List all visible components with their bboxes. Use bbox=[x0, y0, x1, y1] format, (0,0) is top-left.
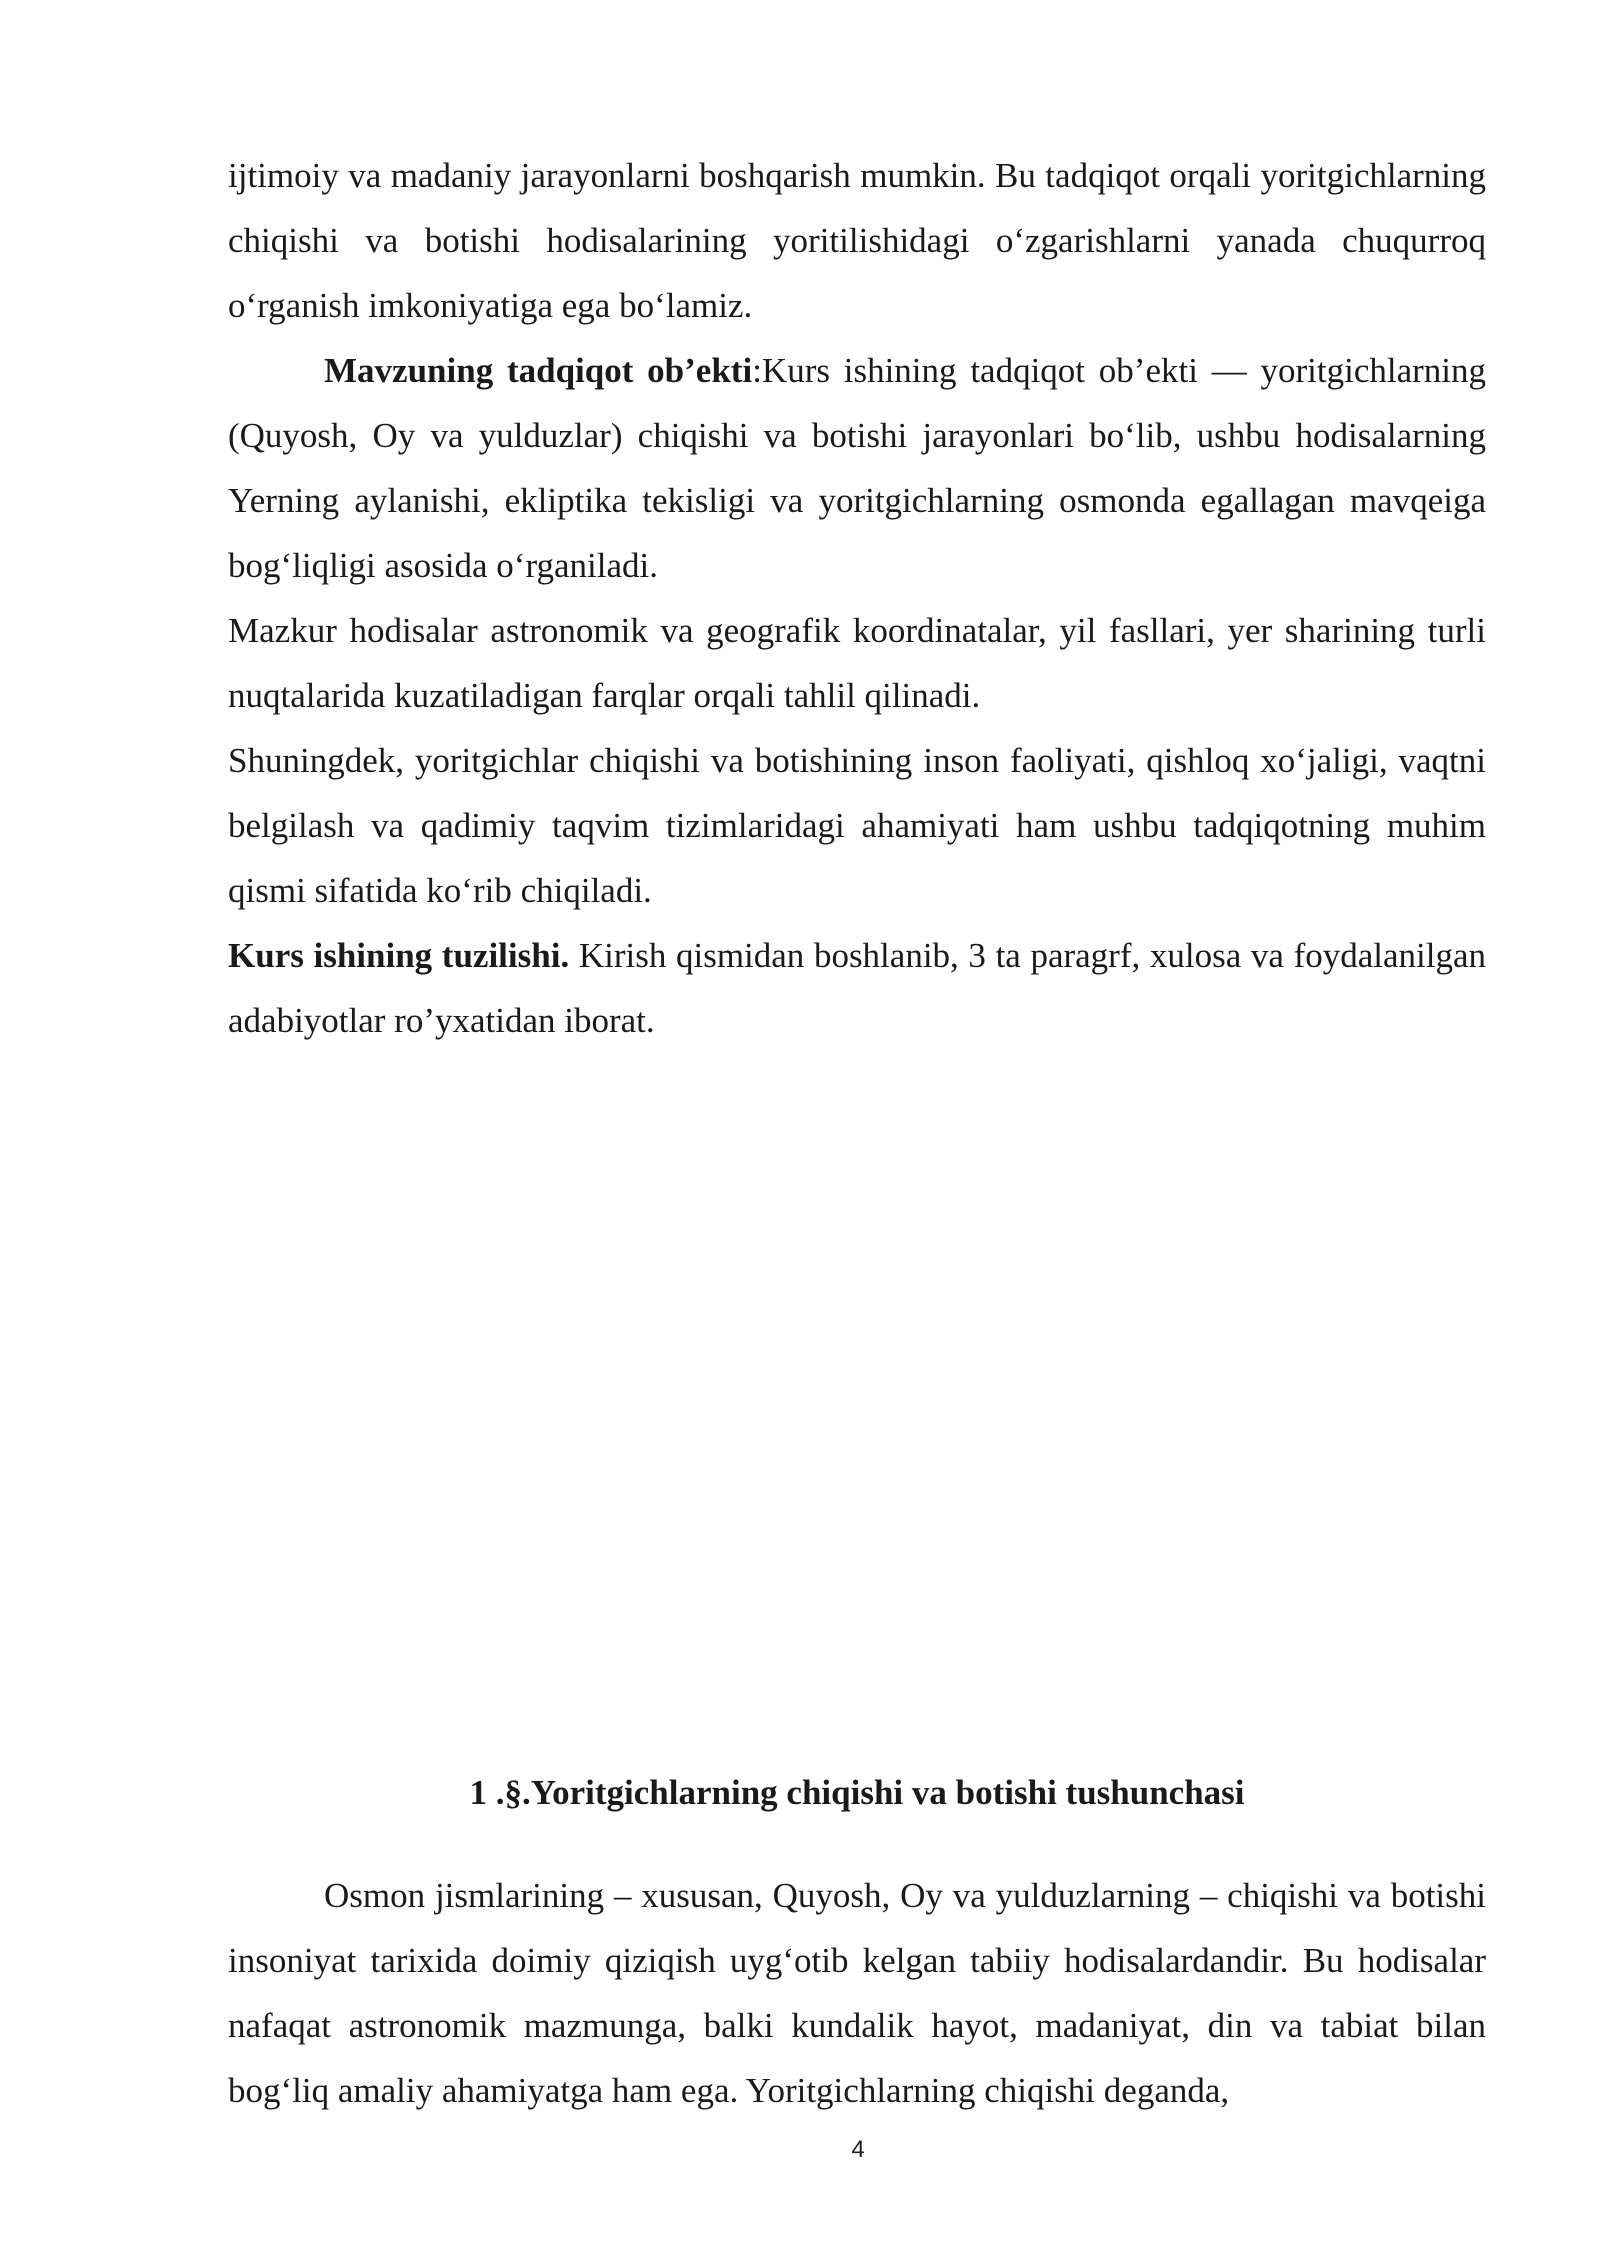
research-object-text: :Kurs ishining tadqiqot ob’ekti — yoritgichlarning (Quyosh, Oy va yulduzlar) chiqishi va botishi jarayonlari bo‘lib, ushbu hodisalarning Yerning aylanishi, ekliptika tekisligi va yoritgichlarning osmonda egallagan mavqeiga bog‘liqligi asosida o‘rganiladi. bbox=[228, 351, 1486, 585]
paragraph-section-intro: Osmon jismlarining – xususan, Quyosh, Oy va yulduzlarning – chiqishi va botishi insoniyat tarixida doimiy qiziqish uyg‘otib kelgan tabiiy hodisalardandir. Bu hodisalar nafaqat astronomik mazmunga, balki kundalik hayot, madaniyat, din va tabiat bilan bog‘liq amaliy ahamiyatga ham ega. Yoritgichlarning chiqishi deganda, bbox=[228, 1876, 1486, 2110]
paragraph-significance: Shuningdek, yoritgichlar chiqishi va botishining inson faoliyati, qishloq xo‘jaligi, vaqtni belgilash va qadimiy taqvim tizimlaridagi ahamiyati ham ushbu tadqiqotning muhim qismi sifatida ko‘rib chiqiladi. bbox=[228, 741, 1486, 910]
intro-continuation bbox=[228, 143, 1486, 1053]
paragraph-research-continuation: ijtimoiy va madaniy jarayonlarni boshqarish mumkin. Bu tadqiqot orqali yoritgichlarning chiqishi va botishi hodisalarining yoritilishidagi o‘zgarishlarni yanada chuqurroq o‘rganish imkoniyatiga ega bo‘lamiz. bbox=[228, 156, 1486, 325]
structure-label: Kurs ishining tuzilishi. bbox=[228, 936, 570, 975]
paragraph-structure bbox=[228, 923, 1486, 1053]
research-object-label: Mavzuning tadqiqot ob’ekti bbox=[324, 351, 753, 390]
paragraph-research-object bbox=[228, 338, 1486, 598]
paragraph-analysis: Mazkur hodisalar astronomik va geografik koordinatalar, yil fasllari, yer sharining turli nuqtalarida kuzatiladigan farqlar orqali tahlil qilinadi. bbox=[228, 611, 1486, 715]
section-heading: 1 .§.Yoritgichlarning chiqishi va botishi tushunchasi bbox=[469, 1773, 1245, 1812]
page-number: 4 bbox=[851, 2136, 865, 2163]
structure-text: Kirish qismidan boshlanib, 3 ta paragrf, xulosa va foydalanilgan adabiyotlar ro’yxatidan iborat. bbox=[228, 936, 1487, 1040]
section-body bbox=[228, 1863, 1486, 2123]
